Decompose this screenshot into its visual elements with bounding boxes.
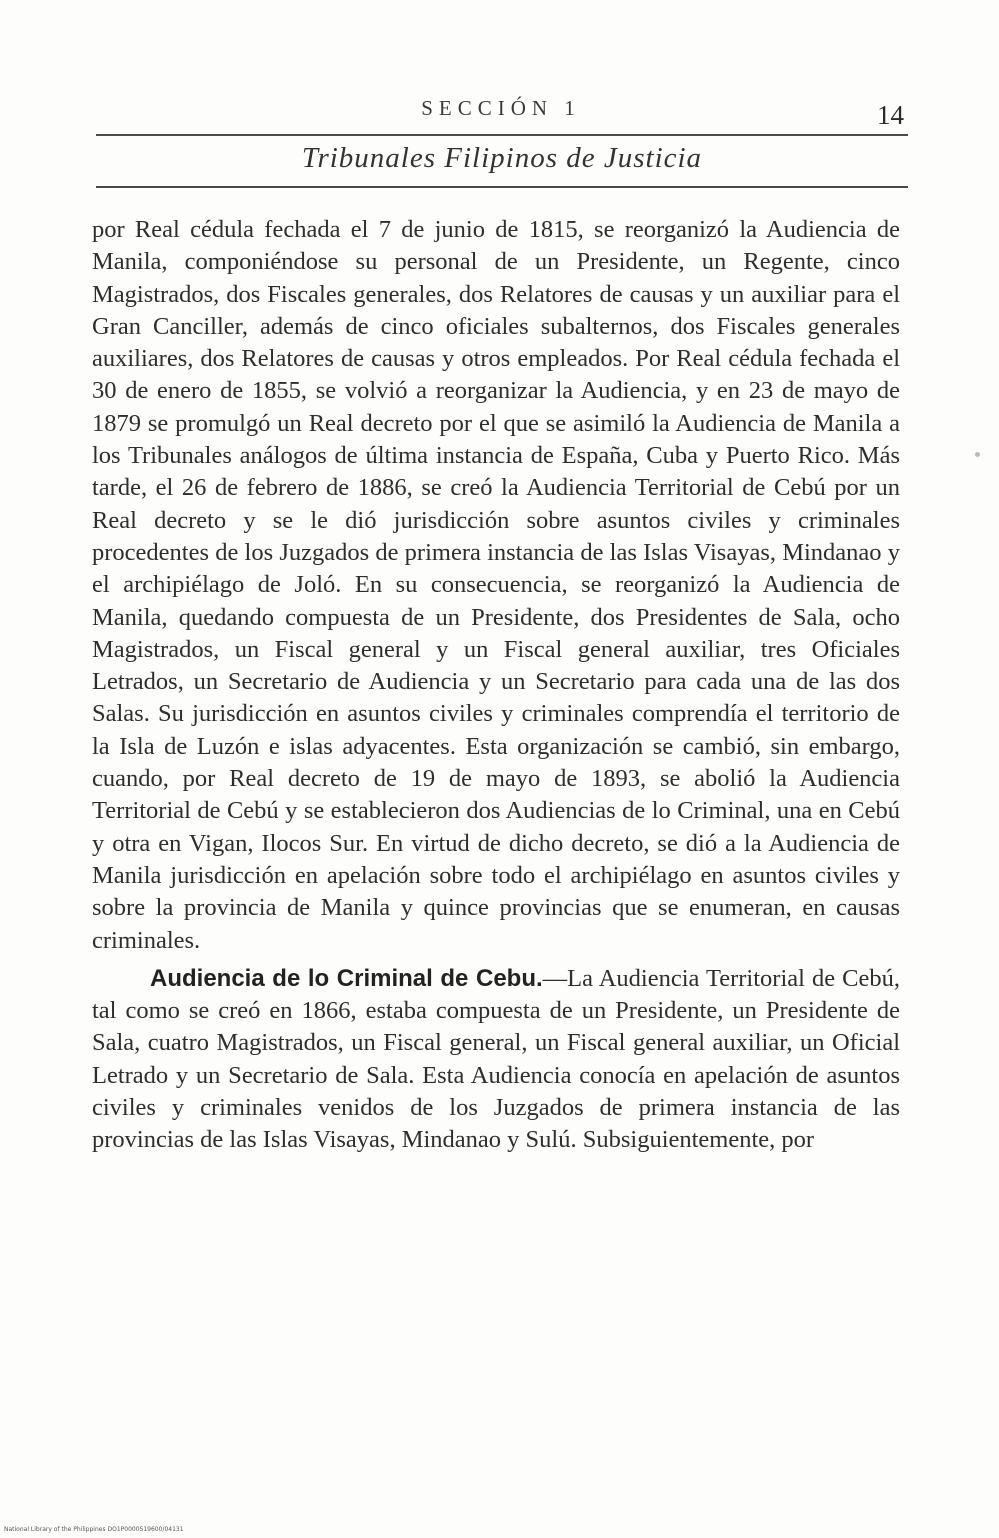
scan-speck bbox=[975, 452, 980, 457]
header-rule-top bbox=[96, 134, 908, 136]
header-rule-bottom bbox=[96, 186, 908, 188]
paragraph-2-heading: Audiencia de lo Criminal de Cebu. bbox=[150, 964, 543, 992]
page-number: 14 bbox=[877, 100, 904, 130]
page-subtitle: Tribunales Filipinos de Justicia bbox=[301, 142, 703, 174]
paragraph-2 bbox=[92, 963, 900, 1157]
paragraph-2-text: —La Audiencia Territorial de Cebú, tal como se creó en 1866, estaba compuesta de un Presidente, un Presidente de Sala, cuatro Magistrados, un Fiscal general, un Fiscal general auxiliar, un Oficial Letrado y un Secretario de Sala. Esta Audiencia conocía en apelación de asuntos civiles y criminales venidos de los Juzgados de primera instancia de las provincias de las Islas Visayas, Mindanao y Sulú. Subsiguientemente, por bbox=[92, 964, 900, 1154]
footer-credit: National Library of the Philippines DO1P0000519600/04131 bbox=[4, 1526, 184, 1533]
running-head bbox=[96, 96, 906, 136]
paragraph-1: por Real cédula fechada el 7 de junio de 1815, se reorganizó la Audiencia de Manila, componiéndose su personal de un Presidente, un Regente, cinco Magistrados, dos Fiscales generales, dos Relatores de causas y un auxiliar para el Gran Canciller, además de cinco oficiales subalternos, dos Fiscales generales auxiliares, dos Relatores de causas y otros empleados. Por Real cédula fechada el 30 de enero de 1855, se volvió a reorganizar la Audiencia, y en 23 de mayo de 1879 se promulgó un Real decreto por el que se asimiló la Audiencia de Manila a los Tribunales análogos de última instancia de España, Cuba y Puerto Rico. Más tarde, el 26 de febrero de 1886, se creó la Audiencia Territorial de Cebú por un Real decreto y se le dió jurisdicción sobre asuntos civiles y criminales procedentes de los Juzgados de primera instancia de las Islas Visayas, Mindanao y el archipiélago de Joló. En su consecuencia, se reorganizó la Audiencia de Manila, quedando compuesta de un Presidente, dos Presidentes de Sala, ocho Magistrados, un Fiscal general y un Fiscal general auxiliar, tres Oficiales Letrados, un Secretario de Audiencia y un Secretario para cada una de las dos Salas. Su jurisdicción en asuntos civiles y criminales comprendía el territorio de la Isla de Luzón e islas adyacentes. Esta organización se cambió, sin embargo, cuando, por Real decreto de 19 de mayo de 1893, se abolió la Audiencia Territorial de Cebú y se establecieron dos Audiencias de lo Criminal, una en Cebú y otra en Vigan, Ilocos Sur. En virtud de dicho decreto, se dió a la Audiencia de Manila jurisdicción en apelación sobre todo el archipiélago en asuntos civiles y sobre la provincia de Manila y quince provincias que se enumeran, en causas criminales. bbox=[92, 216, 900, 954]
section-label: SECCIÓN 1 bbox=[421, 96, 581, 120]
body-text bbox=[92, 214, 900, 1157]
